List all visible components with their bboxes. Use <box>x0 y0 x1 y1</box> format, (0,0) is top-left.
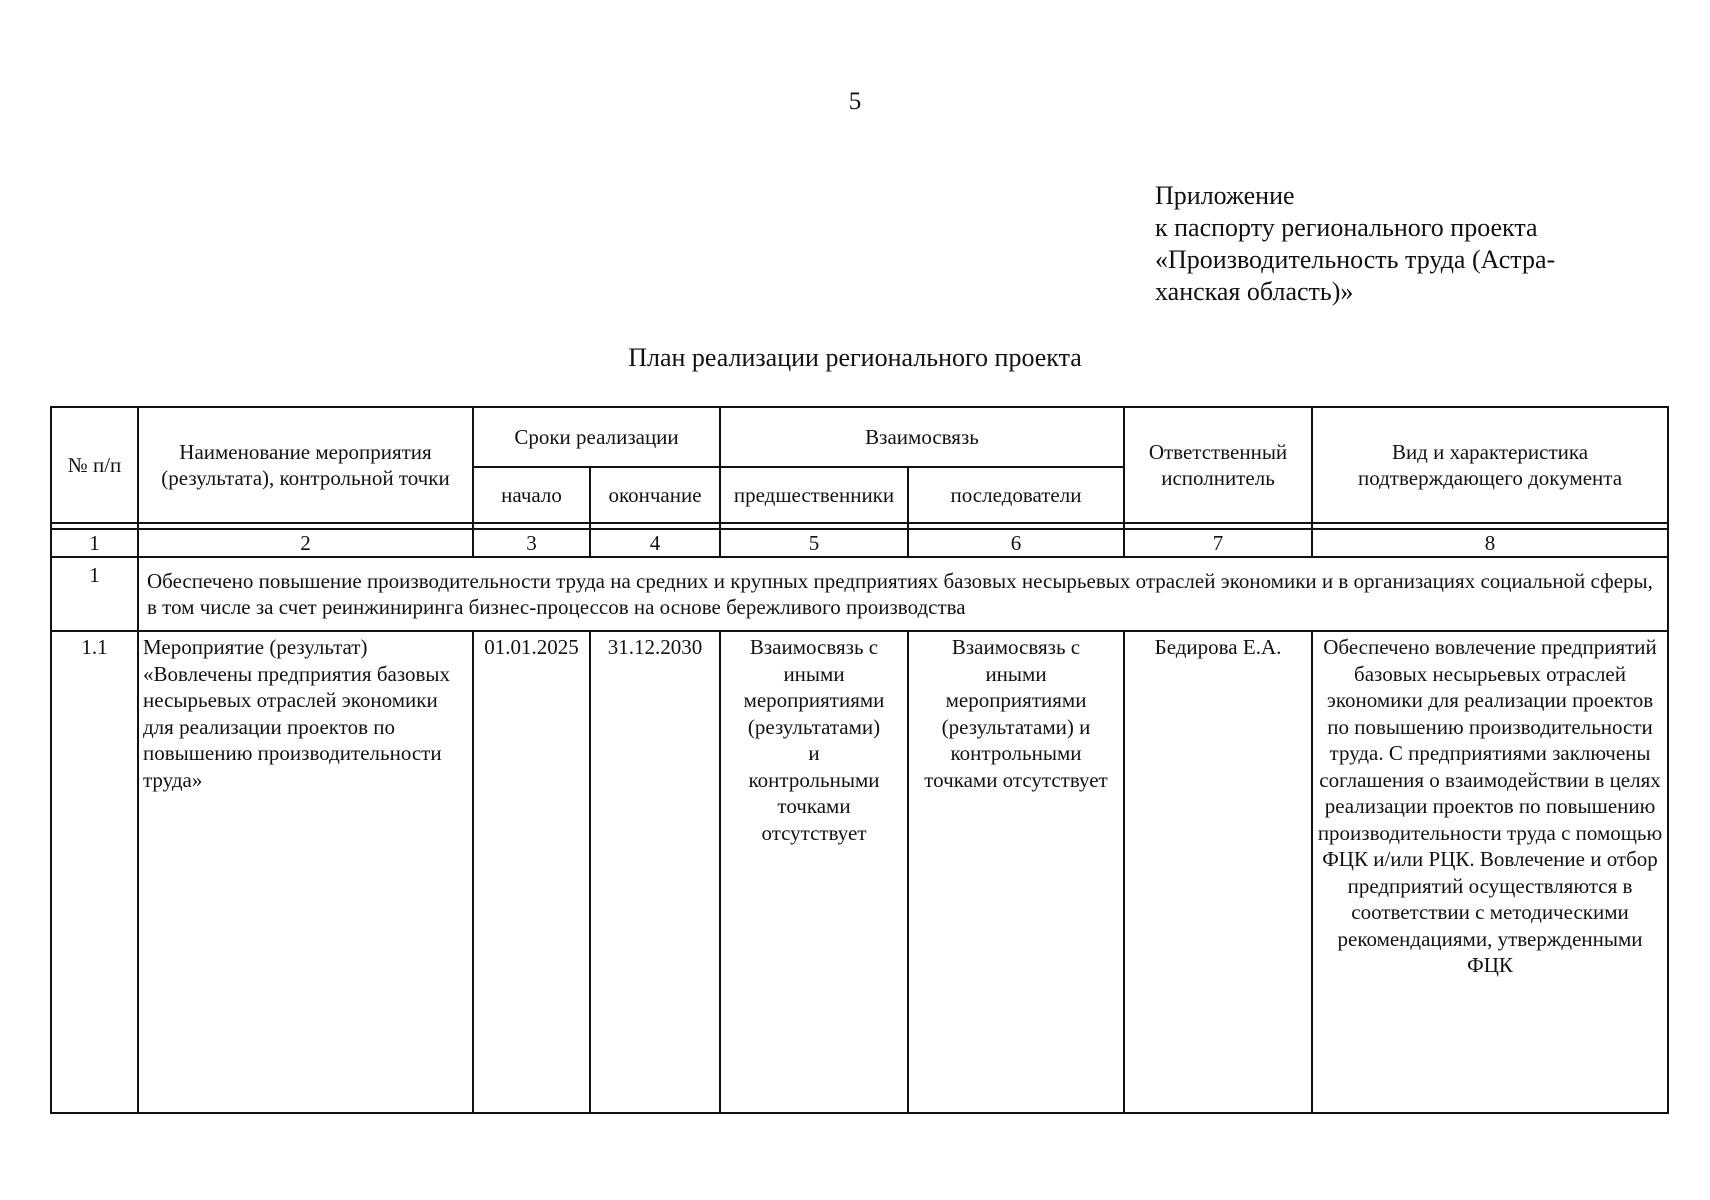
row-end: 31.12.2030 <box>590 631 720 1113</box>
header-terms: Сроки реализации <box>473 407 720 467</box>
task-num: 1 <box>51 557 138 631</box>
appendix-line: Приложение <box>1155 181 1295 210</box>
header-name: Наименование мероприятия (результата), контрольной точки <box>138 407 473 523</box>
page-number: 5 <box>848 88 862 115</box>
column-number: 3 <box>473 529 590 557</box>
row-responsible: Бедирова Е.А. <box>1124 631 1312 1113</box>
header-predecessors: предшественники <box>720 467 908 523</box>
row-num: 1.1 <box>51 631 138 1113</box>
task-row <box>51 557 1668 631</box>
header-start: начало <box>473 467 590 523</box>
column-number: 6 <box>908 529 1124 557</box>
row-document: Обеспечено вовлечение предприятий базовых несырьевых отраслей экономики для реализации проектов по повышению производительности труда. С предприятиями заключены соглашения о взаимодействии в целях реализации проектов по повышению производительности труда с помощью ФЦК и/или РЦК. Вовлечение и отбор предприятий осуществляются в соответствии с методическими рекомендациями, утвержденными ФЦК <box>1312 631 1668 1113</box>
task-text: Обеспечено повышение производительности труда на средних и крупных предприятиях базовых несырьевых отраслей экономики и в организациях социальной сферы, в том числе за счет реинжиниринга бизнес-процессов на основе бережливого производства <box>138 557 1668 631</box>
row-start: 01.01.2025 <box>473 631 590 1113</box>
column-number: 4 <box>590 529 720 557</box>
header-relation: Взаимосвязь <box>720 407 1124 467</box>
header-end: окончание <box>590 467 720 523</box>
header-successors: последователи <box>908 467 1124 523</box>
row-name: Мероприятие (результат) «Вовлечены предприятия базовых несырьевых отраслей экономики для реализации проектов по повышению производительности труда» <box>138 631 473 1113</box>
appendix-line: ханская область)» <box>1155 277 1354 306</box>
row-successors: Взаимосвязь с иными мероприятиями (результатами) и контрольными точками отсутствует <box>908 631 1124 1113</box>
column-number: 1 <box>51 529 138 557</box>
table-row <box>51 631 1668 1113</box>
column-number: 2 <box>138 529 473 557</box>
appendix-line: к паспорту регионального проекта <box>1155 213 1538 242</box>
row-predecessors: Взаимосвязь с иными мероприятиями (результатами) и контрольными точками отсутствует <box>720 631 908 1113</box>
header-num: № п/п <box>51 407 138 523</box>
column-numbers-row <box>51 529 1668 557</box>
header-responsible: Ответственный исполнитель <box>1124 407 1312 523</box>
appendix-note <box>1155 180 1625 308</box>
appendix-line: «Производительность труда (Астра- <box>1155 245 1556 274</box>
header-document: Вид и характеристика подтверждающего документа <box>1312 407 1668 523</box>
column-number: 5 <box>720 529 908 557</box>
column-number: 8 <box>1312 529 1668 557</box>
document-title: План реализации регионального проекта <box>628 343 1082 372</box>
plan-table <box>50 406 1669 1114</box>
column-number: 7 <box>1124 529 1312 557</box>
